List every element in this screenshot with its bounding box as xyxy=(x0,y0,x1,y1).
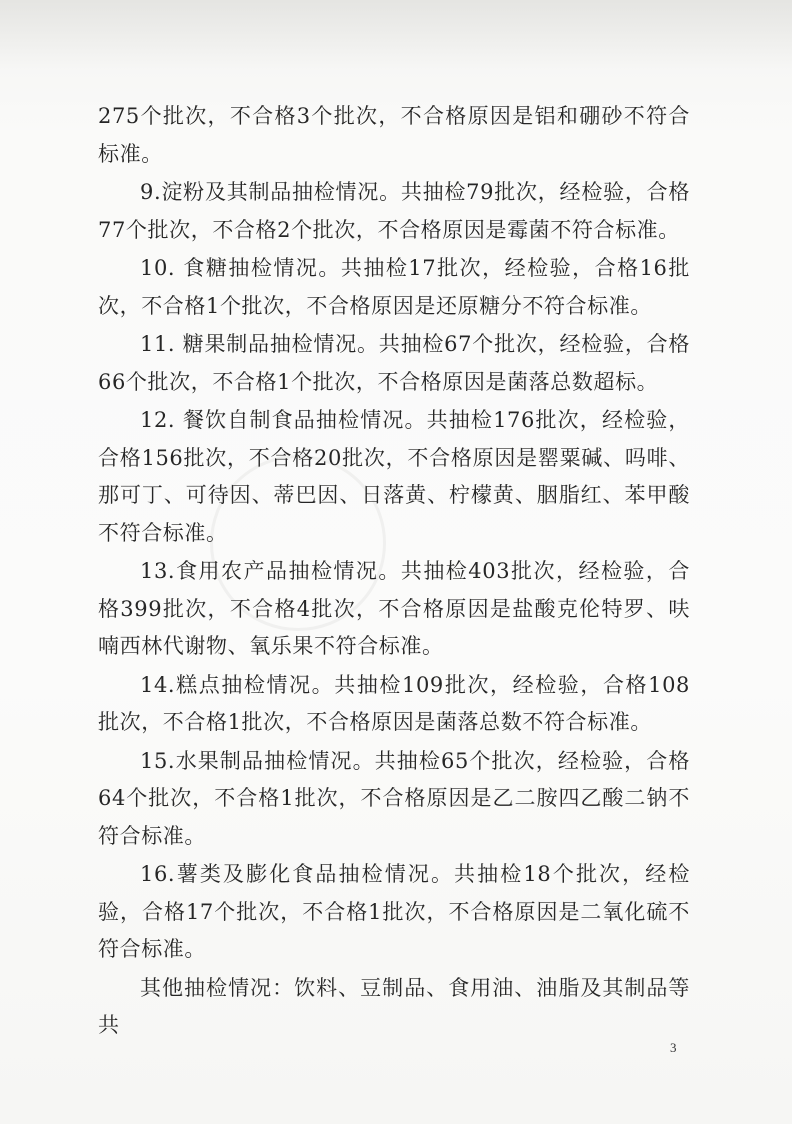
paragraph-item-14: 14.糕点抽检情况。共抽检109批次，经检验，合格108批次，不合格1批次，不合格原因是菌落总数不符合标准。 xyxy=(98,672,690,734)
paragraph-other: 其他抽检情况：饮料、豆制品、食用油、油脂及其制品等共 xyxy=(98,975,690,1037)
body-text xyxy=(98,98,690,1046)
page-number: 3 xyxy=(670,1040,677,1055)
paragraph-item-11: 11. 糖果制品抽检情况。共抽检67个批次，经检验，合格66个批次，不合格1个批次，不合格原因是菌落总数超标。 xyxy=(98,332,690,394)
paragraph-item-13: 13.食用农产品抽检情况。共抽检403批次，经检验，合格399批次，不合格4批次，不合格原因是盐酸克伦特罗、呋喃西林代谢物、氧乐果不符合标准。 xyxy=(98,559,690,658)
paragraph-item-12: 12. 餐饮自制食品抽检情况。共抽检176批次，经检验，合格156批次，不合格20批次，不合格原因是罂粟碱、吗啡、那可丁、可待因、蒂巴因、日落黄、柠檬黄、胭脂红、苯甲酸不符合标准。 xyxy=(98,408,690,545)
scan-shadow xyxy=(0,0,792,70)
paragraph-continuation: 275个批次，不合格3个批次，不合格原因是铝和硼砂不符合标准。 xyxy=(98,104,690,166)
paragraph-item-15: 15.水果制品抽检情况。共抽检65个批次，经检验，合格64个批次，不合格1批次，不合格原因是乙二胺四乙酸二钠不符合标准。 xyxy=(98,748,690,848)
paragraph-item-16: 16.薯类及膨化食品抽检情况。共抽检18个批次，经检验，合格17个批次，不合格1批次，不合格原因是二氧化硫不符合标准。 xyxy=(98,862,690,961)
paragraph-item-9: 9.淀粉及其制品抽检情况。共抽检79批次，经检验，合格77个批次，不合格2个批次，不合格原因是霉菌不符合标准。 xyxy=(98,180,690,242)
paragraph-item-10: 10. 食糖抽检情况。共抽检17批次，经检验，合格16批次，不合格1个批次，不合格原因是还原糖分不符合标准。 xyxy=(98,256,690,318)
